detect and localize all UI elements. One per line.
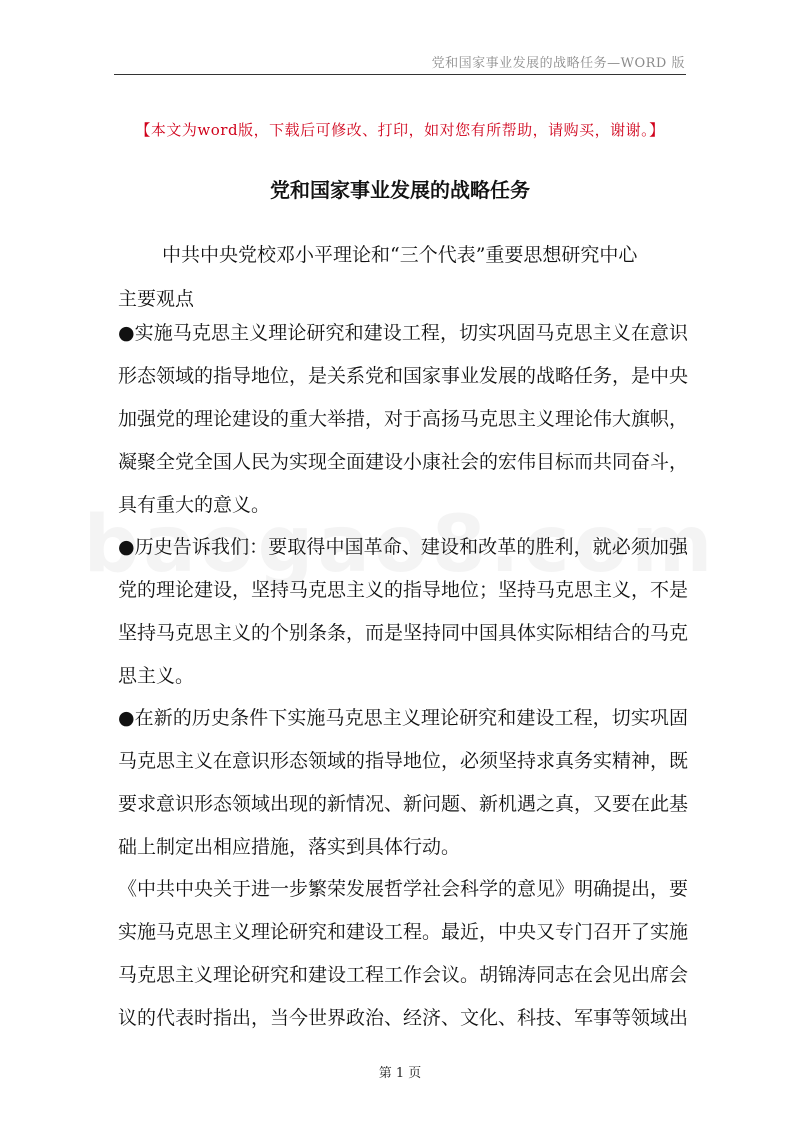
document-title: 党和国家事业发展的战略任务 xyxy=(270,178,530,202)
purchase-notice: 【本文为word版，下载后可修改、打印，如对您有所帮助，请购买，谢谢。】 xyxy=(135,121,665,139)
paragraph-1: ●实施马克思主义理论研究和建设工程，切实巩固马克思主义在意识形态领域的指导地位，是关系党和国家事业发展的战略任务，是中央加强党的理论建设的重大举措，对于高扬马克思主义理论伟大旗帜，凝聚全党全国人民为实现全面建设小康社会的宏伟目标而共同奋斗，具有重大的意义。 xyxy=(118,322,689,516)
section-label: 主要观点 xyxy=(118,288,195,310)
paragraph-4: 《中共中央关于进一步繁荣发展哲学社会科学的意见》明确提出，要实施马克思主义理论研究和建设工程。最近，中央又专门召开了实施马克思主义理论研究和建设工程工作会议。胡锦涛同志在会见出席会议的代表时指出，当今世界政治、经济、文化、科技、军事等领域出 xyxy=(118,878,689,1029)
paragraph-2: ●历史告诉我们：要取得中国革命、建设和改革的胜利，就必须加强党的理论建设，坚持马克思主义的指导地位；坚持马克思主义，不是坚持马克思主义的个别条条，而是坚持同中国具体实际相结合的马克思主义。 xyxy=(118,536,689,687)
paragraph-3: ●在新的历史条件下实施马克思主义理论研究和建设工程，切实巩固马克思主义在意识形态领域的指导地位，必须坚持求真务实精神，既要求意识形态领域出现的新情况、新问题、新机遇之真，又要在此基础上制定出相应措施，落实到具体行动。 xyxy=(118,707,689,858)
running-header: 党和国家事业发展的战略任务—WORD 版 xyxy=(431,56,685,71)
page-number: 第 1 页 xyxy=(378,1066,422,1081)
header-rule xyxy=(114,74,686,75)
author-line: 中共中央党校邓小平理论和“三个代表”重要思想研究中心 xyxy=(162,244,638,266)
